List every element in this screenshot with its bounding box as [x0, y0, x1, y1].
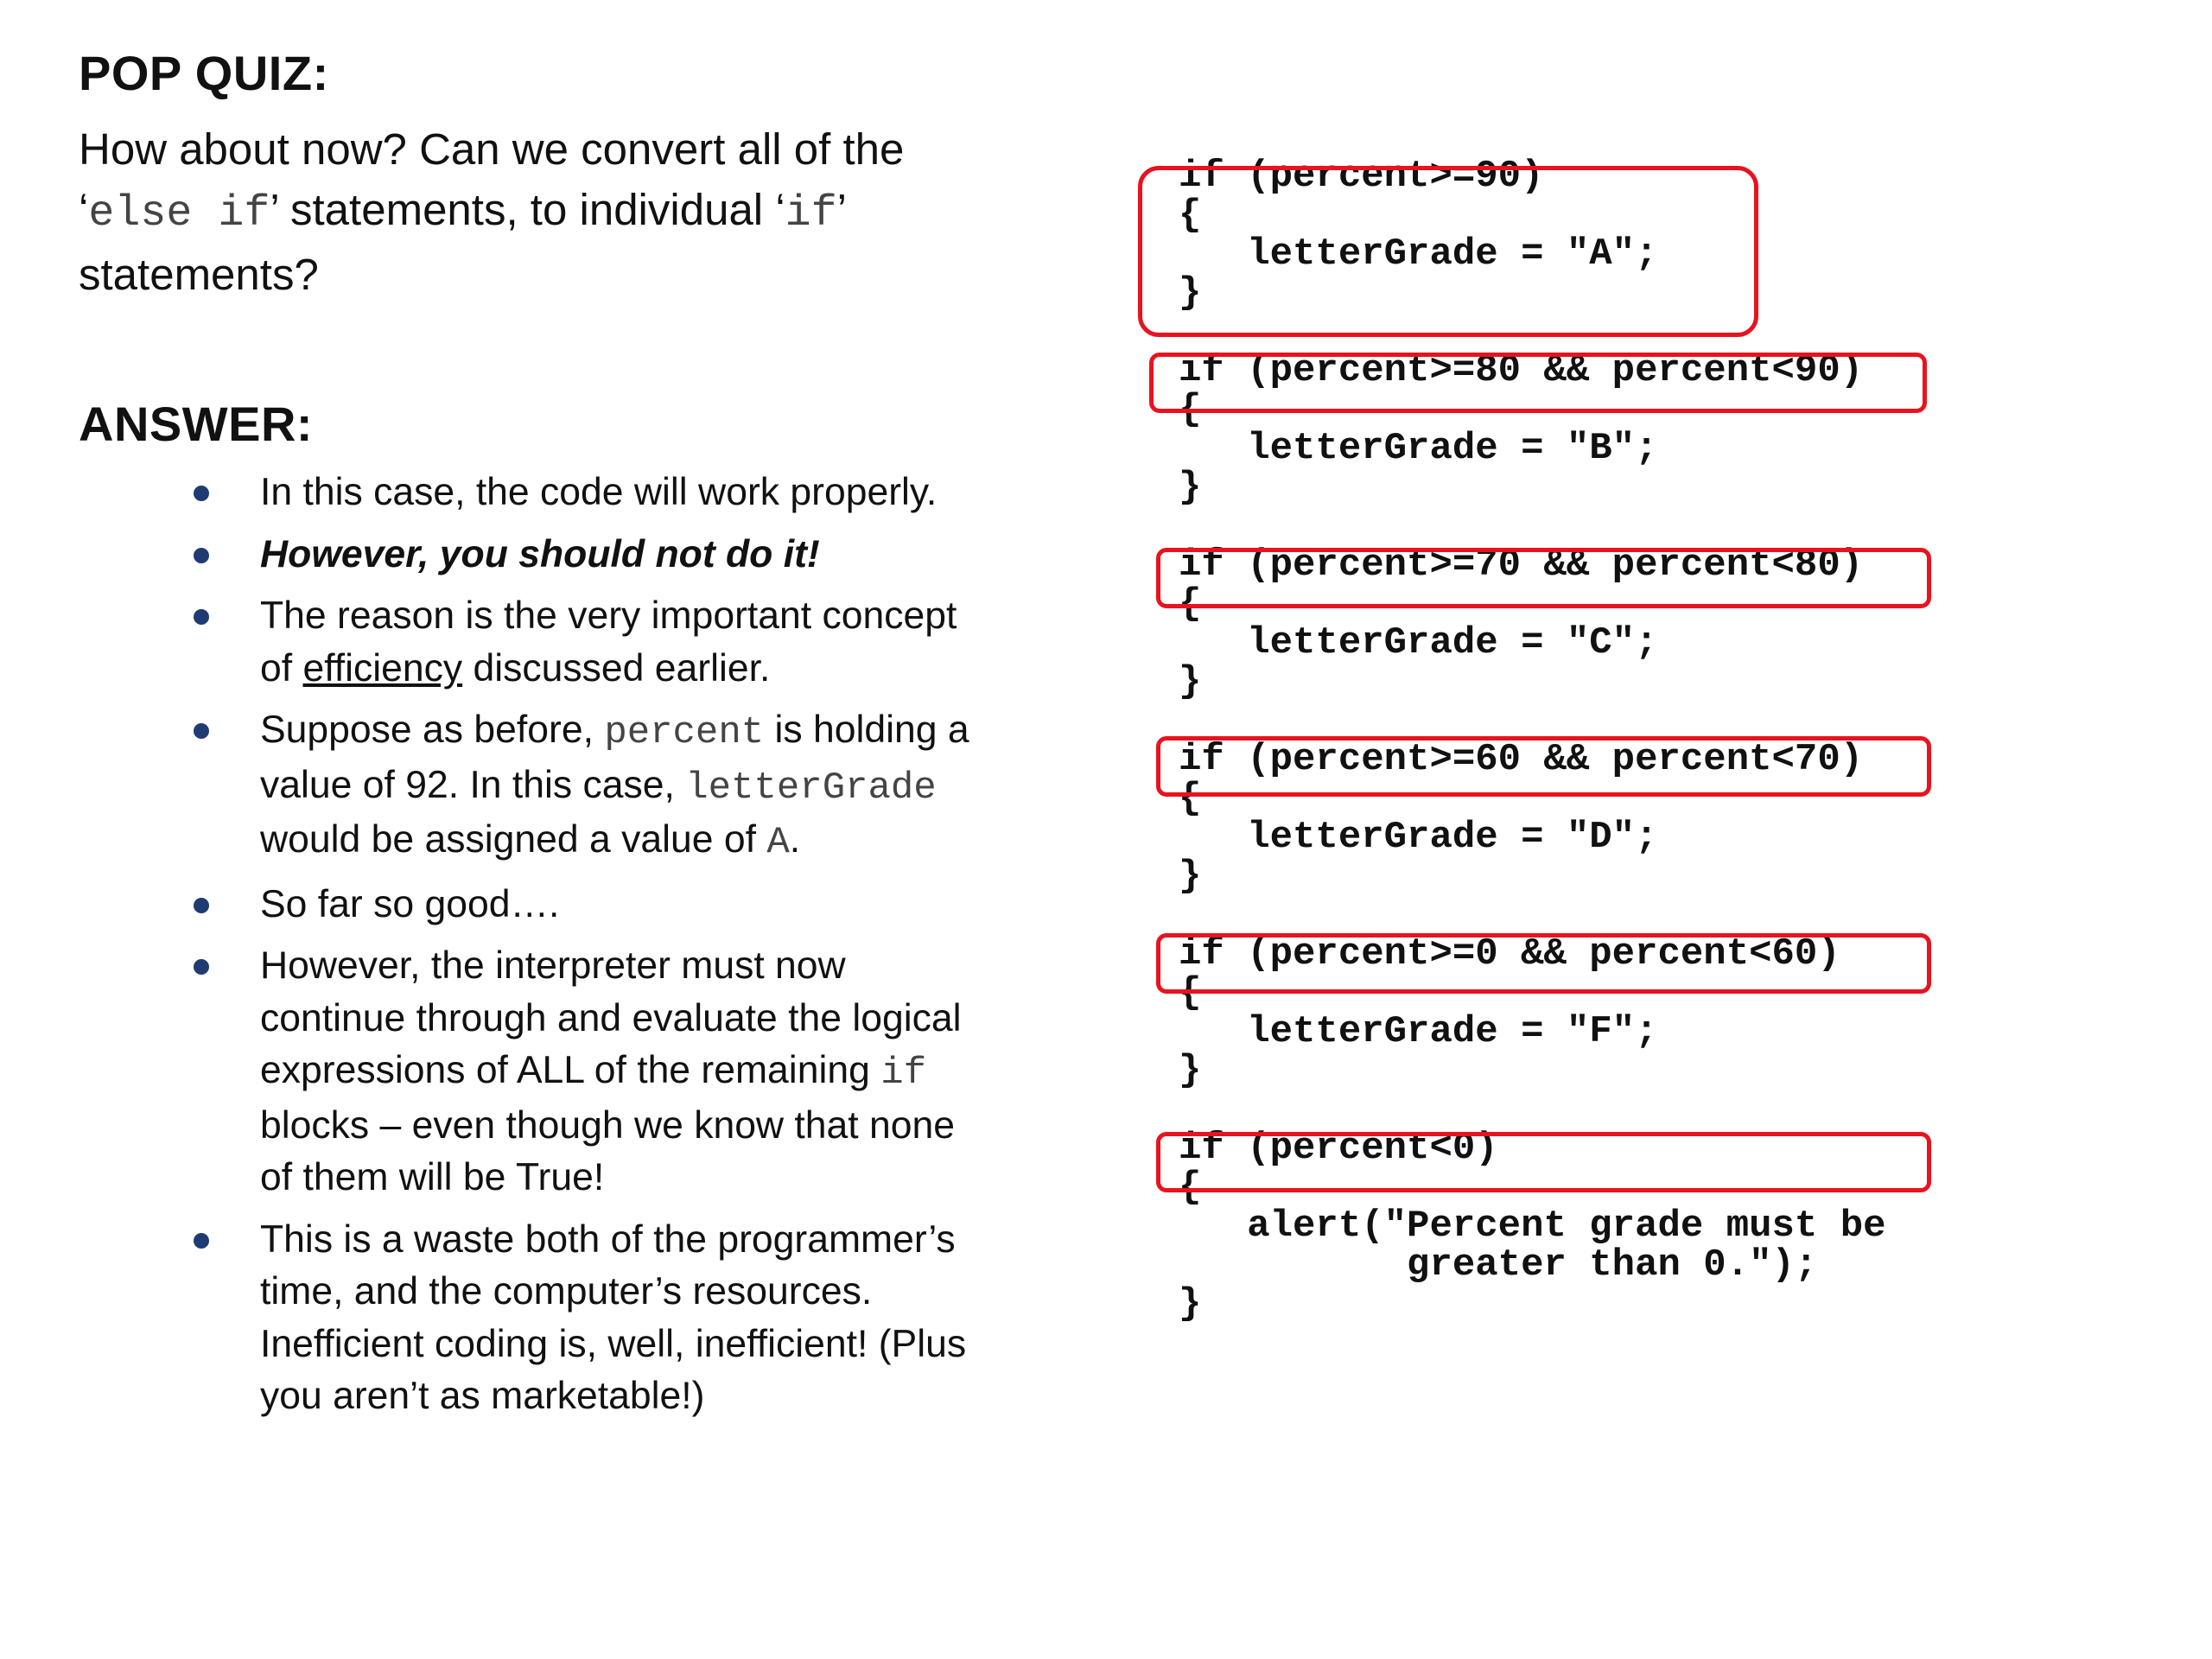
- quote-close: ’: [836, 185, 846, 234]
- bullet-item: [181, 879, 976, 931]
- quiz-heading: POP QUIZ:: [79, 46, 329, 100]
- bullet-text: The reason is the very important concept of: [260, 594, 957, 690]
- bullet-dot-icon: [194, 959, 209, 975]
- bullet-dot-icon: [194, 898, 209, 913]
- bullet-text: blocks – even though we know that none of them will be True!: [260, 1103, 956, 1198]
- highlight-box-if-90: [1138, 166, 1758, 337]
- efficiency-term: efficiency: [302, 646, 463, 690]
- highlight-box-if-negative: [1156, 1132, 1931, 1192]
- answer-bullet-list: [181, 467, 976, 1433]
- code-else-if: else if: [88, 189, 270, 238]
- bullet-text: Suppose as before,: [260, 709, 605, 751]
- bullet-text: .: [789, 818, 801, 861]
- bullet-dot-icon: [194, 723, 209, 739]
- highlight-box-if-70: [1156, 548, 1931, 608]
- highlight-box-if-0: [1156, 933, 1931, 994]
- bullet-dot-icon: [194, 1233, 209, 1249]
- bullet-dot-icon: [194, 486, 209, 501]
- code-listing: if (percent>=90) { letterGrade = "A"; } if (percent>=80 && percent<90) { letterGrade = "B"; } if (percent>=70 && percent<80) { letterGrade = "C"; } if (percent>=60 && percent<70) { letterGrade = "D"; } if (percent>=0 && percent<60) { letterGrade = "F"; } if (percent<0) { alert("Percent grade must be greater than 0."); }: [1179, 155, 1886, 1325]
- code-a: A: [766, 821, 790, 864]
- highlight-box-if-60: [1156, 736, 1931, 797]
- bullet-text: In this case, the code will work properly.: [260, 471, 938, 513]
- bullet-text: However, the interpreter must now continue through and evaluate the logical expressions of ALL of the remaining: [260, 944, 962, 1091]
- bullet-item: [181, 1214, 976, 1423]
- bullet-item: [181, 704, 976, 869]
- question-text: How about now? Can we convert all of the: [79, 124, 905, 174]
- bullet-text-emphasis: However, you should not do it!: [260, 532, 820, 575]
- bullet-item: [181, 590, 976, 695]
- bullet-text: So far so good….: [260, 882, 560, 925]
- code-if: if: [785, 189, 837, 238]
- quiz-question: [79, 119, 969, 305]
- bullet-dot-icon: [194, 609, 209, 625]
- question-text: statements?: [79, 250, 319, 299]
- bullet-text: would be assigned a value of: [260, 818, 767, 861]
- bullet-text: This is a waste both of the programmer’s time, and the computer’s resources. Inefficient coding is, well, inefficient! (Plus you aren’t as marketable!): [260, 1217, 967, 1417]
- code-if: if: [880, 1052, 927, 1095]
- answer-heading: ANSWER:: [79, 397, 314, 451]
- bullet-item: [181, 529, 976, 582]
- bullet-item: [181, 940, 976, 1205]
- code-lettergrade: letterGrade: [685, 766, 937, 810]
- bullet-text: is holding a value of 92. In this case,: [260, 709, 969, 806]
- bullet-text: discussed earlier.: [462, 646, 771, 690]
- quote-open: ‘: [79, 185, 89, 234]
- bullet-dot-icon: [194, 548, 209, 563]
- highlight-box-if-80: [1149, 353, 1927, 413]
- bullet-item: [181, 467, 976, 519]
- code-percent: percent: [604, 711, 765, 754]
- quote-close: ’: [270, 185, 278, 234]
- quote-open: ‘: [775, 185, 785, 234]
- question-text: statements, to individual: [277, 185, 776, 234]
